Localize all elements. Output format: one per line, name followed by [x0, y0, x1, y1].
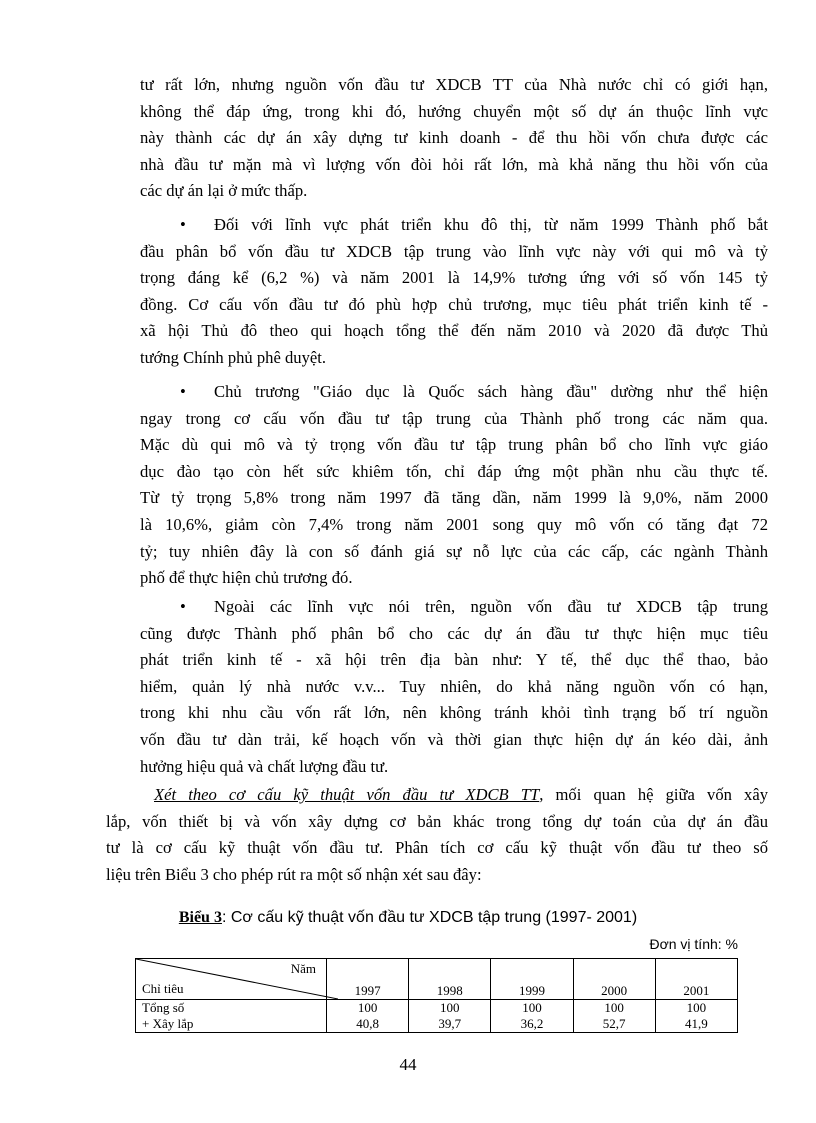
text-line: này thành các dự án xây dựng tư kinh doanh - để thu hồi vốn chưa được các: [140, 128, 768, 148]
text-line-content: Ngoài các lĩnh vực nói trên, nguồn vốn đầu tư XDCB tập trung: [214, 597, 768, 616]
table-caption: [0, 909, 816, 927]
table-cell: 100: [655, 1000, 737, 1017]
text-line: xã hội Thủ đô theo qui hoạch tổng thể đến năm 2010 và 2020 đã được Thủ: [140, 321, 768, 341]
header-year: 1999: [491, 959, 573, 1000]
text-line-content: Chủ trương "Giáo dục là Quốc sách hàng đầu" dường như thể hiện: [214, 382, 768, 401]
text-line: [140, 212, 768, 239]
header-year: 1997: [327, 959, 409, 1000]
table-row: [136, 1000, 738, 1017]
text-line: các dự án lại ở mức thấp.: [140, 181, 308, 201]
caption-text: : Cơ cấu kỹ thuật vốn đầu tư XDCB tập trung (1997- 2001): [221, 909, 638, 926]
paragraph-technical-structure: [106, 782, 768, 888]
header-indicator-label: Chỉ tiêu: [142, 981, 184, 996]
text-line: trọng đáng kể (6,2 %) và năm 2001 là 14,9% tương ứng với số vốn 145 tỷ: [140, 268, 768, 288]
header-year-label: Năm: [290, 961, 316, 976]
bullet-icon: •: [180, 215, 186, 234]
page-number: 44: [399, 1055, 417, 1074]
text-line: [140, 782, 768, 809]
italic-lead: Xét theo cơ cấu kỹ thuật vốn đầu tư XDCB TT: [154, 785, 540, 804]
text-line: tỷ; tuy nhiên đây là con số đánh giá sự nỗ lực của các cấp, các ngành Thành: [140, 541, 768, 561]
caption-label: Biểu 3: [178, 909, 222, 926]
text-line: trong khi nhu cầu vốn rất lớn, nên không tránh khỏi tình trạng bố trí nguồn: [140, 703, 768, 723]
text-line: ngay trong cơ cấu vốn đầu tư tập trung của Thành phố trong các năm qua.: [140, 408, 768, 428]
text-line: phát triển kinh tế - xã hội trên địa bàn như: Y tế, thể dục thể thao, bảo: [140, 650, 768, 670]
paragraph-intro: [140, 72, 768, 205]
text-line: đồng. Cơ cấu vốn đầu tư đó phù hợp chủ trương, mục tiêu phát triển kinh tế -: [140, 294, 768, 314]
text-line: không thể đáp ứng, trong khi đó, hướng chuyển một số dự án thuộc lĩnh vực: [140, 101, 768, 121]
row-label: Tổng số: [136, 1000, 327, 1017]
text-line: hiểm, quản lý nhà nước v.v... Tuy nhiên, do khả năng nguồn vốn có hạn,: [140, 676, 768, 696]
table-cell: 52,7: [573, 1016, 655, 1033]
text-line: tướng Chính phủ phê duyệt.: [140, 347, 326, 367]
first-line-rest: , mối quan hệ giữa vốn xây: [539, 785, 768, 804]
table-cell: 39,7: [409, 1016, 491, 1033]
text-line: [140, 379, 768, 406]
table-cell: 41,9: [655, 1016, 737, 1033]
row-label: + Xây lắp: [136, 1016, 327, 1033]
bullet-icon: •: [180, 597, 186, 616]
text-line: Mặc dù qui mô và tỷ trọng vốn đầu tư tập trung phân bổ cho lĩnh vực giáo: [140, 435, 768, 455]
text-line: cũng được Thành phố phân bổ cho các dự án đầu tư thực hiện mục tiêu: [140, 623, 768, 643]
text-line: đầu phân bổ vốn đầu tư XDCB tập trung vào lĩnh vực này với qui mô và tỷ: [140, 241, 768, 261]
header-year: 2000: [573, 959, 655, 1000]
header-year: 1998: [409, 959, 491, 1000]
text-line: liệu trên Biểu 3 cho phép rút ra một số nhận xét sau đây:: [106, 864, 482, 884]
text-line: tư rất lớn, nhưng nguồn vốn đầu tư XDCB TT của Nhà nước chỉ có giới hạn,: [140, 75, 768, 94]
text-line: nhà đầu tư mặn mà vì lượng vốn đòi hỏi rất lớn, mà khả năng thu hồi vốn của: [140, 154, 768, 174]
text-line: dục đào tạo còn hết sức khiêm tốn, chỉ đáp ứng một phần nhu cầu thực tế.: [140, 461, 768, 481]
paragraph-urban-development: [140, 212, 768, 372]
paragraph-education: [140, 379, 768, 592]
text-line: Từ tỷ trọng 5,8% trong năm 1997 đã tăng dần, năm 1999 là 9,0%, năm 2000: [140, 488, 768, 508]
table-cell: 40,8: [327, 1016, 409, 1033]
table-row: [136, 1016, 738, 1033]
table-header-row: [136, 959, 738, 1000]
table-cell: 100: [327, 1000, 409, 1017]
unit-label: Đơn vị tính: %: [649, 936, 738, 952]
text-line: hưởng hiệu quả và chất lượng đầu tư.: [140, 756, 389, 776]
text-line: vốn đầu tư dàn trải, kế hoạch vốn và thời gian thực hiện dự án kéo dài, ảnh: [140, 729, 768, 749]
paragraph-other-sectors: [140, 594, 768, 780]
header-year: 2001: [655, 959, 737, 1000]
table-cell: 100: [573, 1000, 655, 1017]
bullet-icon: •: [180, 382, 186, 401]
data-table: [135, 958, 738, 1033]
table-cell: 100: [409, 1000, 491, 1017]
text-line: [140, 594, 768, 621]
text-line: phố để thực hiện chủ trương đó.: [140, 568, 353, 588]
text-line-content: Đối với lĩnh vực phát triển khu đô thị, từ năm 1999 Thành phố bắt: [214, 215, 768, 234]
text-line: lắp, vốn thiết bị và vốn xây dựng cơ bản khác trong tổng dự toán của dự án đầu: [106, 811, 768, 831]
text-line: tư là cơ cấu kỹ thuật vốn đầu tư. Phân tích cơ cấu kỹ thuật vốn đầu tư theo số: [106, 838, 768, 858]
text-line: là 10,6%, giảm còn 7,4% trong năm 2001 song quy mô vốn có tăng đạt 72: [140, 514, 768, 534]
table-cell: 36,2: [491, 1016, 573, 1033]
table-cell: 100: [491, 1000, 573, 1017]
header-corner-cell: [136, 959, 327, 1000]
